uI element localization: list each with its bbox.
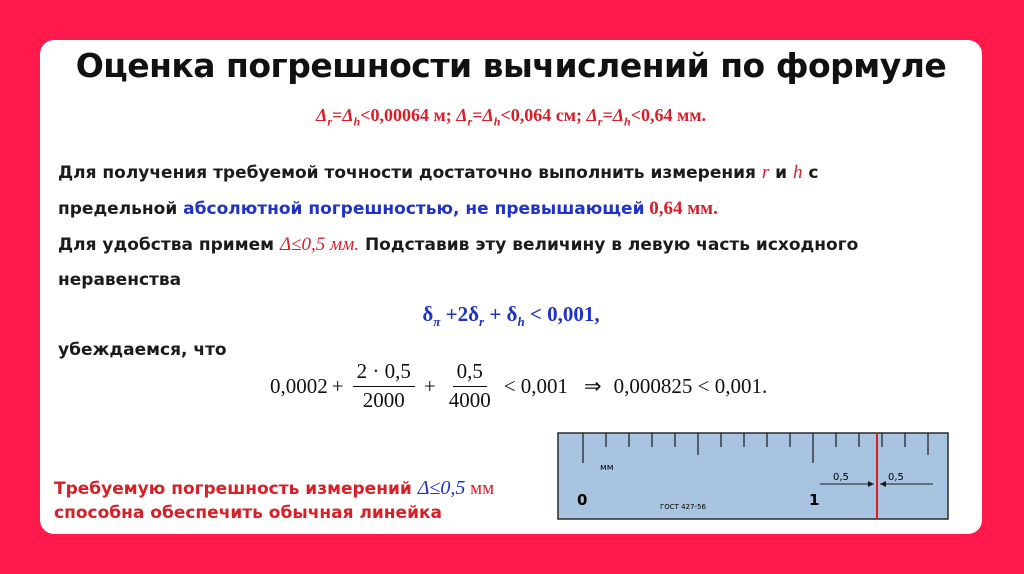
text: Для удобства примем	[58, 235, 280, 255]
fraction-2	[445, 360, 495, 411]
fraction-1	[353, 360, 415, 411]
formula-part: +2δ	[440, 302, 479, 326]
slide-card	[40, 40, 982, 534]
value-text: Δ≤0,5	[417, 477, 466, 499]
delta-symbol: Δ	[586, 105, 598, 125]
variable-h: h	[793, 162, 803, 183]
subscript-r: r	[597, 114, 603, 129]
numerator: 0,5	[453, 360, 487, 386]
paragraph-1-line-1	[58, 162, 819, 184]
subscript-h: h	[624, 114, 631, 129]
ruler-label-one: 1	[809, 491, 820, 509]
result: 0,000825 < 0,001.	[613, 373, 768, 398]
paragraph-2-line-1	[58, 234, 858, 256]
term: 0,0002	[270, 373, 328, 398]
paragraph-1-line-2	[58, 198, 718, 220]
text: Для получения требуемой точности достаточно выполнить измерения	[58, 163, 762, 183]
formula-part: δ	[422, 302, 434, 326]
subscript-h: h	[493, 114, 501, 129]
text: предельной	[58, 199, 184, 219]
denominator: 4000	[448, 387, 491, 412]
text: с	[802, 163, 819, 183]
value-text: 0,64 мм.	[644, 198, 718, 219]
comparison: < 0,001	[503, 373, 569, 398]
plus-sign: +	[331, 373, 344, 398]
verification-equation	[270, 356, 767, 416]
half-mm-left: 0,5	[833, 472, 849, 483]
ruler-svg	[557, 432, 949, 520]
text: Подставив эту величину в левую часть исходного	[359, 235, 859, 255]
bound-centimeters: <0,064 см;	[500, 105, 587, 125]
delta-symbol: Δ	[342, 105, 354, 125]
subscript-r: r	[467, 114, 473, 129]
subscript-pi: π	[433, 314, 441, 330]
equals-sign: =	[331, 105, 343, 125]
value-text: Δ≤0,5 мм.	[279, 234, 360, 255]
subscript-h: h	[353, 114, 361, 129]
implies-arrow-icon: ⇒	[584, 373, 602, 398]
delta-symbol: Δ	[316, 105, 328, 125]
subscript-r: r	[479, 314, 485, 330]
subscript-h: h	[517, 314, 525, 330]
paragraph-2-line-2: неравенства	[58, 270, 182, 290]
bound-meters: <0,00064 м;	[360, 105, 457, 125]
formula-part: + δ	[484, 302, 518, 326]
ruler-standard: ГОСТ 427-56	[660, 503, 706, 511]
denominator: 2000	[362, 387, 405, 412]
delta-symbol: Δ	[612, 105, 625, 125]
conclusion-label: убеждаемся, что	[58, 340, 227, 360]
plus-sign: +	[423, 373, 436, 398]
delta-symbol: Δ	[456, 105, 468, 125]
delta-symbol: Δ	[482, 105, 494, 125]
error-bounds-formula	[40, 105, 982, 130]
variable-r: r	[761, 162, 770, 183]
formula-part: < 0,001,	[524, 302, 600, 326]
half-mm-right: 0,5	[888, 472, 904, 483]
subscript-r: r	[327, 114, 332, 129]
highlight-text: абсолютной погрешностью, не превышающей	[183, 199, 645, 219]
slide-title: Оценка погрешности вычислений по формуле	[75, 46, 947, 85]
ruler-unit: мм	[600, 463, 614, 473]
unit-text: мм	[465, 478, 495, 499]
equals-sign: =	[472, 105, 483, 125]
bound-millimeters: <0,64 мм.	[630, 105, 706, 125]
bottom-note-line-2: способна обеспечить обычная линейка	[54, 503, 443, 523]
bottom-note-line-1	[54, 477, 494, 500]
ruler-illustration	[557, 432, 949, 524]
text: Требуемую погрешность измерений	[54, 479, 418, 499]
inequality-formula	[40, 302, 982, 330]
text: и	[769, 163, 794, 183]
numerator: 2 · 0,5	[353, 360, 415, 386]
ruler-label-zero: 0	[577, 491, 588, 509]
equals-sign: =	[602, 105, 613, 125]
